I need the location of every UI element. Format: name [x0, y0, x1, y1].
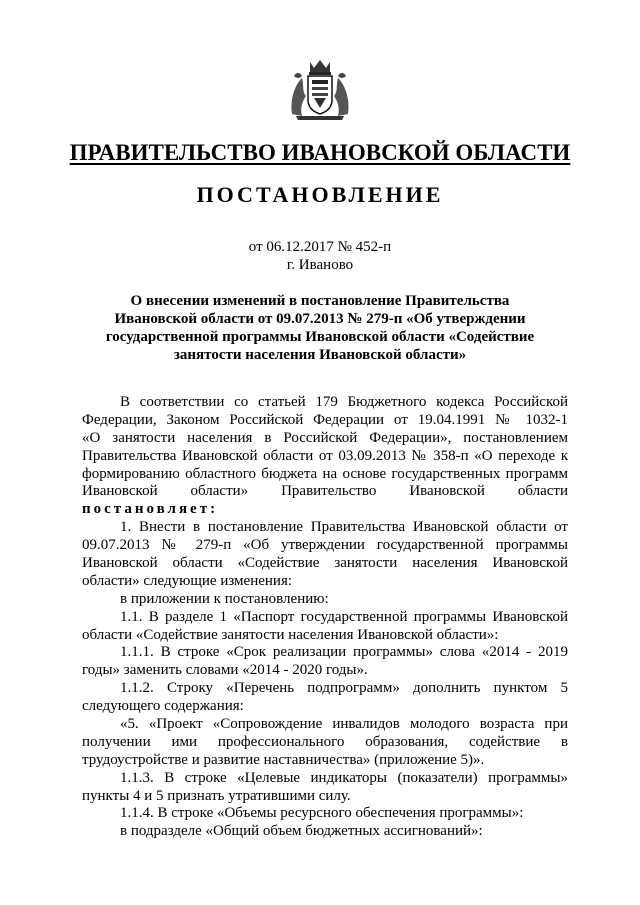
body-line: Федерации, Законом Российской Федерации от 19.04.1991 № 1032-1 — [82, 411, 568, 428]
body-line: формированию областного бюджета на основе государственных программ — [82, 465, 568, 482]
body-line: Правительства Ивановской области от 03.09.2013 № 358-п «О переходе к — [82, 447, 568, 464]
body-line: В соответствии со статьей 179 Бюджетного кодекса Российской — [120, 394, 568, 410]
body-line: 1.1.1. В строке «Срок реализации программы» слова «2014 - 2019 — [120, 644, 568, 661]
subject-line: занятости населения Ивановской области» — [173, 347, 467, 363]
body-line-decree: постановляет: — [82, 501, 219, 518]
body-line: Ивановской области «Содействие занятости населения Ивановской — [82, 555, 568, 572]
body-line: области «Содействие занятости населения Ивановской области»: — [82, 626, 499, 643]
body-line: 1.1.3. В строке «Целевые индикаторы (показатели) программы» — [120, 769, 568, 786]
body-line: 1.1.2. Строку «Перечень подпрограмм» дополнить пунктом 5 — [120, 680, 568, 697]
body-line: 1.1.4. В строке «Объемы ресурсного обеспечения программы»: — [120, 805, 524, 822]
body-line: пункты 4 и 5 признать утратившими силу. — [82, 787, 351, 804]
document-meta — [0, 238, 640, 274]
body-line: в приложении к постановлению: — [120, 590, 329, 607]
body-line: трудоустройстве и развитие наставничества» (приложение 5)». — [82, 751, 485, 768]
date-number: от 06.12.2017 № 452-п — [248, 239, 392, 255]
body-line: в подразделе «Общий объем бюджетных ассигнований»: — [120, 823, 483, 840]
body-line: получении ими профессионального образования, содействие в — [82, 733, 568, 750]
document-body — [82, 394, 568, 841]
organization-title: ПРАВИТЕЛЬСТВО ИВАНОВСКОЙ ОБЛАСТИ — [69, 140, 571, 165]
body-line: следующего содержания: — [82, 698, 244, 715]
document-type: ПОСТАНОВЛЕНИЕ — [196, 182, 444, 207]
body-line: «О занятости населения в Российской Федерации», постановлением — [82, 429, 568, 446]
body-line: «5. «Проект «Сопровождение инвалидов молодого возраста при — [120, 716, 568, 733]
subject-line: Ивановской области от 09.07.2013 № 279-п «Об утверждении — [114, 311, 526, 327]
subject-line: О внесении изменений в постановление Правительства — [130, 293, 510, 309]
body-line: 1.1. В разделе 1 «Паспорт государственной программы Ивановской — [120, 608, 568, 625]
coat-of-arms-icon — [288, 56, 352, 122]
city: г. Иваново — [286, 257, 354, 273]
body-line: 1. Внести в постановление Правительства Ивановской области от — [120, 519, 568, 536]
body-line: 09.07.2013 № 279-п «Об утверждении государственной программы — [82, 537, 568, 554]
document-subject — [90, 292, 550, 364]
subject-line: государственной программы Ивановской области «Содействие — [105, 329, 535, 345]
body-line: годы» заменить словами «2014 - 2020 годы». — [82, 662, 368, 679]
body-line: Ивановской области» Правительство Ивановской области — [82, 483, 568, 500]
body-line: области» следующие изменения: — [82, 572, 293, 589]
